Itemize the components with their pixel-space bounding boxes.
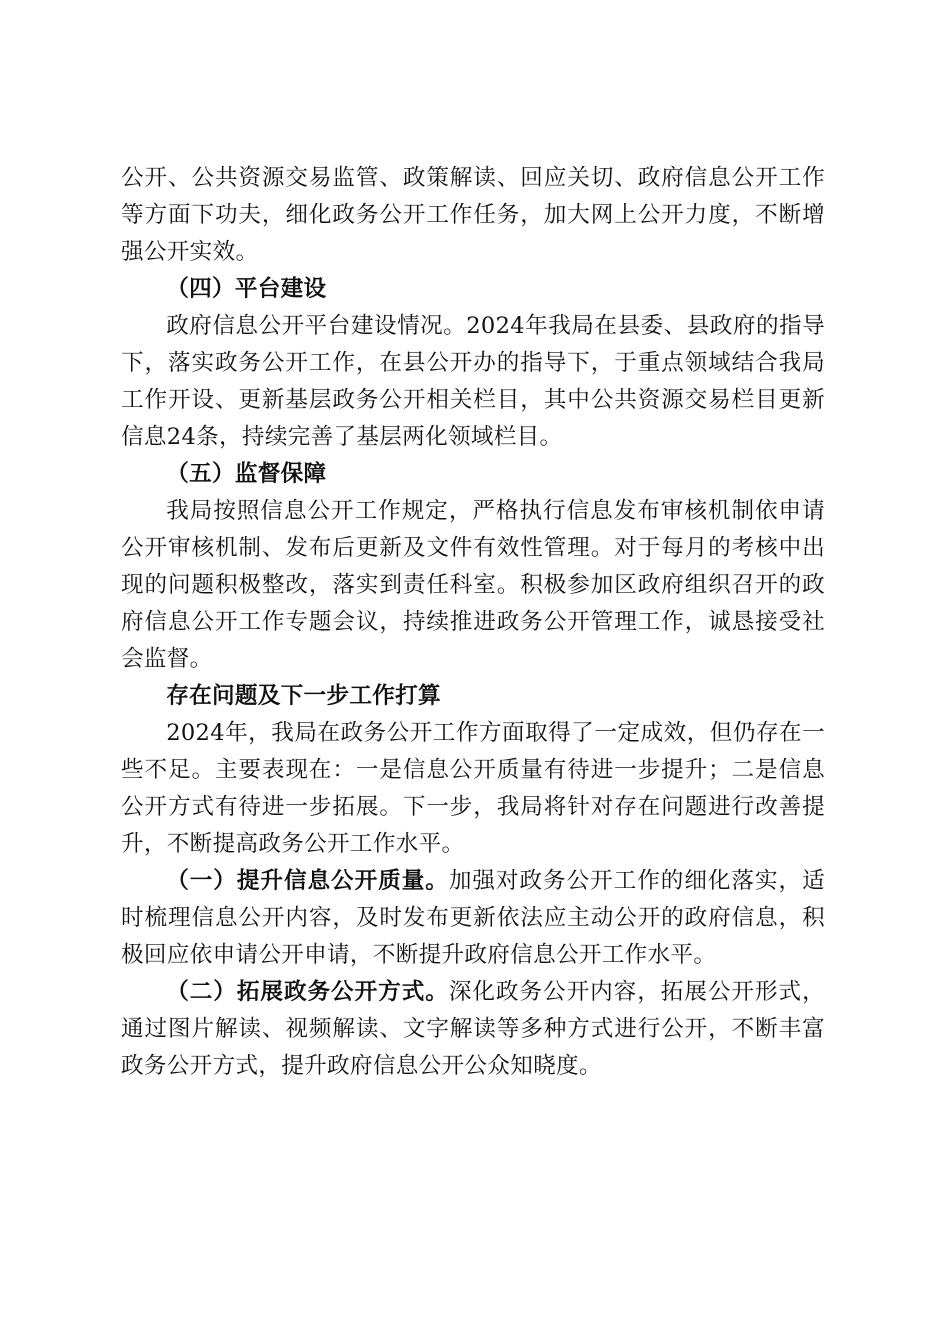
- list-item-lead: （一）提升信息公开质量。: [166, 868, 449, 894]
- list-item-body: 加强对政务公开工作的细化落实，适时梳理信息公开内容，及时发布更新依法应主动公开的政府信息，积极回应依申请公开申请，不断提升政府信息公开工作水平。: [121, 868, 825, 968]
- heading-supervision: （五）监督保障: [166, 461, 327, 487]
- list-item-improve-quality: [121, 863, 825, 974]
- heading-problems-next-steps: 存在问题及下一步工作打算: [166, 683, 441, 709]
- paragraph-supervision: 我局按照信息公开工作规定，严格执行信息发布审核机制依申请公开审核机制、发布后更新及文件有效性管理。对于每月的考核中出现的问题积极整改，落实到责任科室。积极参加区政府组织召开的政府信息公开工作专题会议，持续推进政务公开管理工作，诚恳接受社会监督。: [121, 498, 825, 672]
- list-item-body: 深化政务公开内容，拓展公开形式，通过图片解读、视频解读、文字解读等多种方式进行公开，不断丰富政务公开方式，提升政府信息公开公众知晓度。: [121, 979, 825, 1079]
- paragraph-platform-construction: 政府信息公开平台建设情况。2024年我局在县委、县政府的指导下，落实政务公开工作，在县公开办的指导下，于重点领域结合我局工作开设、更新基层政务公开相关栏目，其中公共资源交易栏目更新信息24条，持续完善了基层两化领域栏目。: [121, 313, 825, 450]
- list-item-lead: （二）拓展政务公开方式。: [166, 979, 449, 1005]
- document-page: [121, 160, 825, 1085]
- list-item-expand-methods: [121, 974, 825, 1085]
- heading-platform-construction: （四）平台建设: [166, 276, 327, 302]
- paragraph-problems: 2024年，我局在政务公开工作方面取得了一定成效，但仍存在一些不足。主要表现在：一是信息公开质量有待进一步提升；二是信息公开方式有待进一步拓展。下一步，我局将针对存在问题进行改善提升，不断提高政务公开工作水平。: [121, 720, 825, 857]
- paragraph-continued: 公开、公共资源交易监管、政策解读、回应关切、政府信息公开工作等方面下功夫，细化政务公开工作任务，加大网上公开力度，不断增强公开实效。: [121, 165, 825, 265]
